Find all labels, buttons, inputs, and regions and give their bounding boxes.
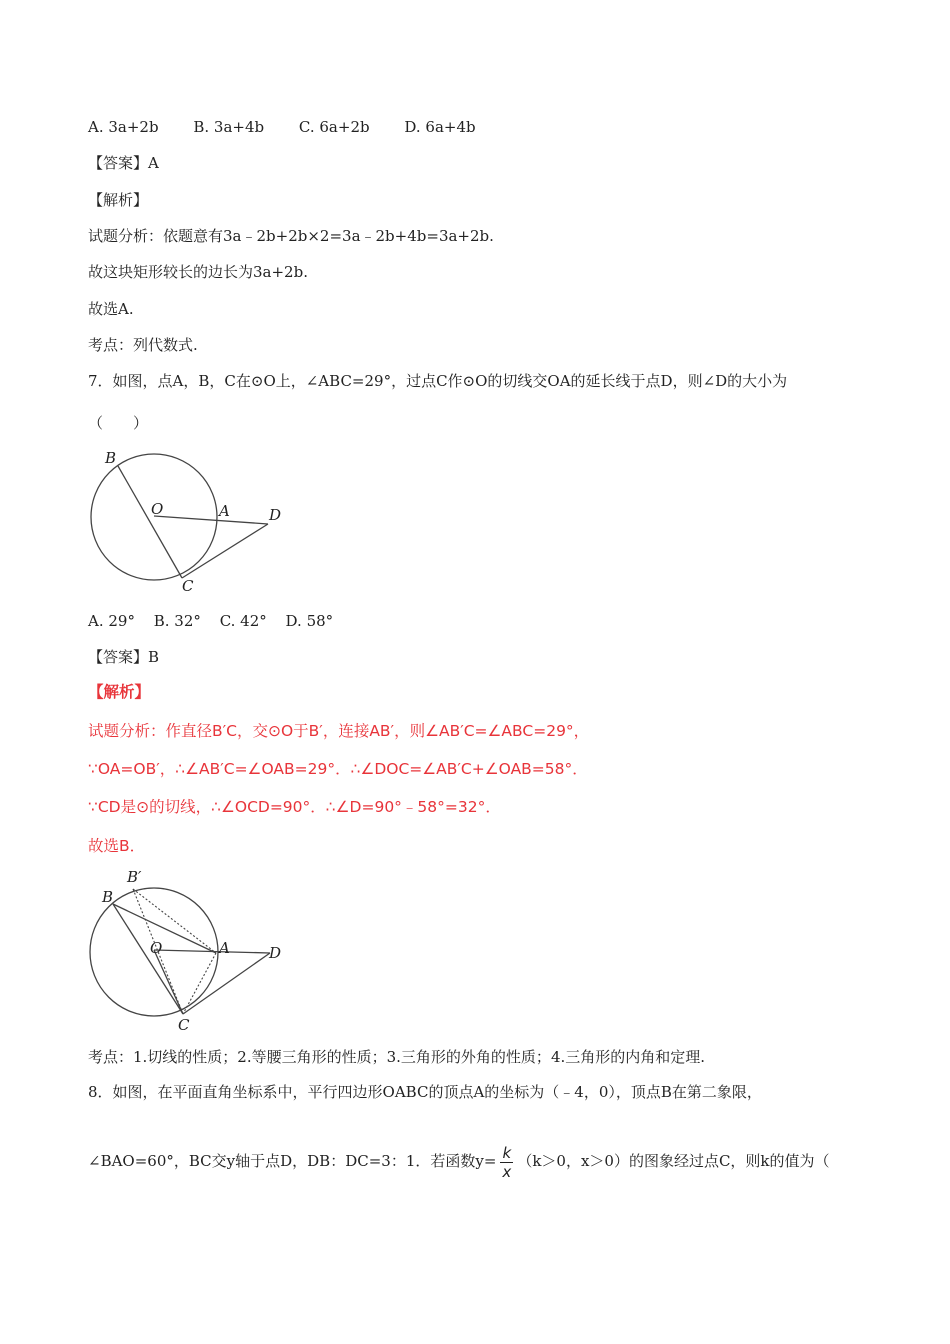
- q7-question: 7．如图，点A，B，C在⊙O上，∠ABC=29°，过点C作⊙O的切线交OA的延长线于点D，则∠D的大小为: [88, 372, 788, 390]
- q7-option-b: B. 32°: [153, 612, 201, 630]
- label-a: A: [219, 939, 230, 957]
- line-od: [154, 516, 268, 524]
- q7-analysis-2: ∵OA=OB′，∴∠AB′C=∠OAB=29°．∴∠DOC=∠AB′C+∠OAB=58°．: [88, 760, 588, 778]
- label-c: C: [182, 577, 194, 595]
- label-b: B: [105, 449, 117, 467]
- q6-kaodian: 考点：列代数式.: [88, 336, 198, 354]
- q7-figure-2: [80, 864, 320, 1039]
- fraction-numerator: k: [500, 1144, 513, 1163]
- q7-options: [88, 611, 347, 631]
- label-d: D: [269, 944, 282, 962]
- q6-option-d: D. 6a+4b: [404, 118, 476, 136]
- label-b: B: [102, 888, 114, 906]
- q7-figure-1: [80, 440, 310, 600]
- q7-analysis-3: ∵CD是⊙的切线，∴∠OCD=90°．∴∠D=90°﹣58°=32°．: [88, 798, 501, 816]
- q6-option-c: C. 6a+2b: [298, 118, 370, 136]
- q6-option-a: A. 3a+2b: [88, 118, 159, 136]
- fraction-denominator: x: [502, 1162, 512, 1181]
- q6-analysis-title: 【解析】: [88, 191, 149, 209]
- q6-option-b: B. 3a+4b: [193, 118, 265, 136]
- q7-option-d: D. 58°: [285, 612, 334, 630]
- chord-ac: [183, 953, 216, 1014]
- q7-answer: 【答案】B: [88, 648, 160, 666]
- chord-bpa: [133, 889, 216, 953]
- label-o: O: [151, 500, 164, 518]
- q6-choose: 故选A.: [88, 300, 134, 318]
- q8-line-1: 8．如图，在平面直角坐标系中，平行四边形OABC的顶点A的坐标为（﹣4，0），顶点B在第二象限，: [88, 1083, 762, 1101]
- q7-option-c: C. 42°: [219, 612, 267, 630]
- chord-bc: [118, 466, 182, 578]
- q8-line-2: [88, 1141, 830, 1181]
- fraction-k-over-x: [500, 1144, 513, 1181]
- tangent-cd: [183, 953, 270, 1014]
- q7-option-a: A. 29°: [88, 612, 135, 630]
- q7-kaodian: 考点：1.切线的性质；2.等腰三角形的性质；3.三角形的外角的性质；4.三角形的内角和定理.: [88, 1048, 706, 1066]
- q7-analysis-1: 试题分析：作直径B′C，交⊙O于B′，连接AB′，则∠AB′C=∠ABC=29°，: [88, 722, 590, 740]
- q7-choose: 故选B．: [88, 837, 146, 855]
- q6-analysis-1: 试题分析：依题意有3a﹣2b+2b×2=3a﹣2b+4b=3a+2b.: [88, 227, 494, 245]
- q8-line-2-before: ∠BAO=60°，BC交y轴于点D，DB：DC=3：1．若函数y=: [88, 1152, 497, 1170]
- q6-answer: 【答案】A: [88, 154, 159, 172]
- label-d: D: [269, 506, 282, 524]
- label-a: A: [219, 502, 230, 520]
- tangent-cd: [182, 524, 268, 578]
- q6-options: [88, 117, 506, 137]
- q8-line-2-after: （k＞0，x＞0）的图象经过点C，则k的值为（: [517, 1152, 830, 1170]
- label-c: C: [178, 1016, 190, 1034]
- label-b-prime: B′: [127, 868, 142, 886]
- q7-analysis-title: 【解析】: [88, 683, 151, 701]
- q6-analysis-2: 故这块矩形较长的边长为3a+2b.: [88, 263, 308, 281]
- q7-paren: （ ）: [88, 414, 149, 432]
- label-o: O: [150, 939, 163, 957]
